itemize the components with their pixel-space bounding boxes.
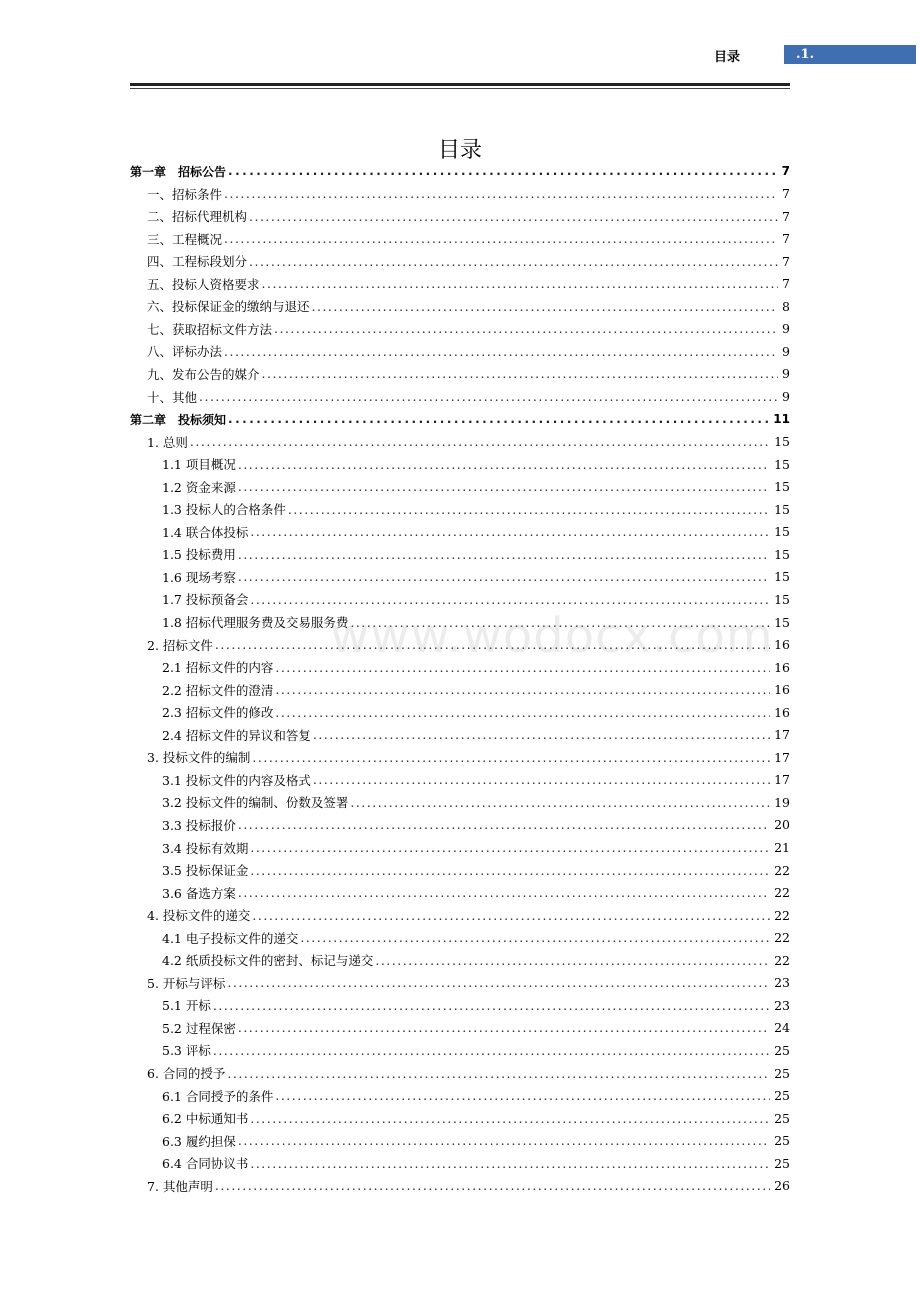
toc-entry[interactable] (162, 927, 790, 949)
toc-entry-label: 3.1 投标文件的内容及格式 (162, 772, 311, 788)
toc-entry[interactable] (147, 205, 790, 227)
toc-entry-label: 六、投标保证金的缴纳与退还 (147, 299, 310, 315)
toc-entry-label: 5.2 过程保密 (162, 1020, 236, 1036)
toc-entry-page: 15 (774, 524, 790, 540)
toc-entry-label: 1.5 投标费用 (162, 547, 236, 563)
toc-entry-label: 1.8 招标代理服务费及交易服务费 (162, 615, 349, 630)
toc-entry-page: 16 (774, 704, 790, 720)
toc-entry-page: 15 (774, 434, 790, 450)
toc-leader-dots (252, 750, 770, 765)
toc-entry-page: 20 (774, 817, 790, 833)
toc-leader-dots (313, 772, 770, 787)
toc-entry-label: 2.2 招标文件的澄清 (162, 682, 274, 698)
toc-entry-page: 25 (774, 1110, 790, 1126)
toc-leader-dots (213, 1043, 770, 1058)
toc-entry-label: 4.2 纸质投标文件的密封、标记与递交 (162, 953, 374, 969)
toc-entry-label: 3.6 备选方案 (162, 885, 236, 901)
toc-leader-dots (224, 344, 778, 359)
toc-entry[interactable] (162, 521, 790, 543)
watermark: www.wodocx.com (330, 608, 774, 664)
toc-entry-page: 9 (782, 321, 790, 337)
toc-entry-label: 五、投标人资格要求 (147, 276, 260, 292)
toc-leader-dots (190, 434, 770, 449)
toc-entry-label: 四、工程标段划分 (147, 254, 248, 270)
toc-leader-dots (312, 299, 779, 314)
toc-entry-page: 15 (774, 569, 790, 585)
header-rule-thick (130, 83, 790, 86)
toc-entry-label: 6.2 中标通知书 (162, 1111, 249, 1127)
toc-entry[interactable] (162, 566, 790, 588)
toc-entry-label: 6.4 合同协议书 (162, 1156, 249, 1172)
toc-entry-page: 21 (774, 840, 790, 855)
toc-entry-label: 2.4 招标文件的异议和答复 (162, 727, 311, 743)
toc-entry[interactable] (162, 1039, 790, 1061)
toc-entry-label: 5.1 开标 (162, 998, 211, 1014)
toc-entry-label: 4. 投标文件的递交 (147, 908, 251, 924)
toc-entry-page: 25 (774, 1065, 790, 1081)
toc-entry[interactable] (147, 183, 790, 205)
toc-entry-page: 23 (774, 975, 790, 991)
toc-entry-page: 22 (774, 907, 790, 923)
toc-entry-label: 5. 开标与评标 (147, 975, 226, 991)
toc-entry[interactable] (147, 340, 790, 362)
toc-entry-page: 17 (774, 749, 790, 765)
toc-entry-page: 16 (774, 637, 790, 653)
toc-entry[interactable] (162, 769, 790, 791)
toc-entry[interactable] (162, 1152, 790, 1174)
toc-entry-page: 7 (782, 253, 790, 269)
toc-entry-label: 1.1 项目概况 (162, 457, 236, 473)
toc-entry-page: 9 (782, 389, 790, 404)
toc-entry-page: 11 (773, 412, 790, 427)
toc-entry-label: 八、评标办法 (147, 344, 223, 360)
toc-entry-page: 25 (774, 1042, 790, 1058)
toc-entry-label: 十、其他 (147, 389, 198, 405)
toc-leader-dots (250, 1156, 770, 1171)
toc-entry-page: 7 (782, 186, 790, 202)
toc-entry[interactable] (162, 949, 790, 971)
toc-entry-label: 3. 投标文件的编制 (147, 750, 251, 766)
toc-leader-dots (252, 908, 770, 923)
toc-leader-dots (300, 930, 770, 945)
toc-entry[interactable] (162, 837, 790, 859)
toc-entry[interactable] (147, 228, 790, 250)
toc-entry-page: 7 (781, 164, 790, 178)
toc-entry[interactable] (162, 498, 790, 520)
toc-entry-label: 4.1 电子投标文件的递交 (162, 930, 299, 946)
toc-entry-page: 22 (774, 952, 790, 968)
toc-entry[interactable] (162, 791, 790, 813)
toc-entry[interactable] (147, 363, 790, 385)
toc-entry-label: 6.3 履约担保 (162, 1133, 236, 1149)
toc-leader-dots (250, 840, 770, 855)
toc-entry-page: 24 (774, 1020, 790, 1036)
toc-entry[interactable] (162, 814, 790, 836)
toc-leader-dots (227, 975, 770, 990)
toc-entry-label: 1.3 投标人的合格条件 (162, 502, 286, 518)
toc-entry-label: 1.4 联合体投标 (162, 524, 249, 540)
toc-entry-page: 25 (774, 1088, 790, 1104)
toc-entry-label: 6. 合同的授予 (147, 1066, 226, 1081)
toc-entry-label: 2.3 招标文件的修改 (162, 705, 274, 721)
toc-entry-page: 23 (774, 997, 790, 1013)
toc-entry-label: 1. 总则 (147, 434, 188, 450)
toc-entry-label: 第二章 投标须知 (130, 412, 227, 427)
toc-leader-dots (215, 1178, 770, 1193)
toc-leader-dots (227, 1066, 770, 1081)
toc-entry-label: 1.6 现场考察 (162, 569, 236, 585)
toc-leader-dots (249, 254, 778, 269)
toc-entry[interactable] (147, 250, 790, 272)
toc-leader-dots (228, 164, 778, 178)
toc-entry-page: 19 (774, 794, 790, 810)
toc-entry-label: 三、工程概况 (147, 231, 223, 247)
toc-entry-page: 7 (782, 276, 790, 292)
toc-leader-dots (262, 276, 779, 291)
toc-leader-dots (262, 366, 779, 381)
toc-entry-page: 26 (774, 1178, 790, 1194)
toc-entry[interactable] (162, 701, 790, 723)
toc-title: 目录 (437, 138, 482, 163)
toc-entry-page: 7 (782, 231, 790, 247)
toc-entry-label: 七、获取招标文件方法 (147, 321, 273, 337)
toc-leader-dots (238, 547, 770, 562)
toc-leader-dots (238, 885, 770, 900)
toc-leader-dots (250, 1111, 770, 1126)
toc-entry[interactable] (147, 746, 790, 768)
toc-entry-label: 一、招标条件 (147, 186, 223, 202)
toc-entry-page: 15 (774, 591, 790, 607)
toc-entry[interactable] (162, 1130, 790, 1152)
toc-entry-label: 5.3 评标 (162, 1043, 211, 1059)
toc-entry-page: 17 (774, 727, 790, 743)
toc-entry[interactable] (147, 318, 790, 340)
toc-entry-page: 9 (782, 366, 790, 382)
toc-leader-dots (274, 321, 778, 336)
toc-entry-page: 16 (774, 659, 790, 675)
toc-entry-page: 9 (782, 343, 790, 359)
toc-entry[interactable] (147, 431, 790, 453)
toc-leader-dots (238, 457, 770, 472)
toc-leader-dots (224, 186, 778, 201)
toc-entry-label: 二、招标代理机构 (147, 209, 248, 225)
toc-leader-dots (224, 231, 778, 246)
toc-entry-page: 8 (782, 298, 790, 314)
toc-entry[interactable] (162, 724, 790, 746)
toc-entry-label: 3.3 投标报价 (162, 817, 236, 833)
toc-leader-dots (238, 817, 770, 832)
toc-entry[interactable] (162, 859, 790, 881)
toc-entry[interactable] (162, 453, 790, 475)
toc-leader-dots (199, 389, 778, 404)
toc-entry[interactable] (130, 408, 790, 430)
toc-entry-page: 22 (774, 885, 790, 901)
toc-entry[interactable] (162, 1107, 790, 1129)
toc-entry-page: 15 (774, 456, 790, 472)
toc-entry-label: 7. 其他声明 (147, 1178, 213, 1194)
toc-entry-page: 22 (774, 930, 790, 946)
toc-leader-dots (250, 592, 770, 607)
toc-entry[interactable] (147, 273, 790, 295)
toc-entry[interactable] (162, 1085, 790, 1107)
toc-entry[interactable] (147, 295, 790, 317)
toc-leader-dots (238, 479, 770, 494)
page-number-badge: .1. (784, 45, 916, 64)
toc-entry-label: 6.1 合同授予的条件 (162, 1088, 274, 1104)
toc-leader-dots (228, 412, 769, 426)
page-header (0, 0, 920, 90)
toc-entry[interactable] (147, 972, 790, 994)
toc-leader-dots (375, 953, 770, 968)
toc-entry-label: 九、发布公告的媒介 (147, 366, 260, 382)
toc-entry-page: 15 (774, 614, 790, 630)
toc-entry[interactable] (162, 543, 790, 565)
toc-leader-dots (313, 727, 770, 742)
toc-leader-dots (288, 502, 770, 517)
toc-entry[interactable] (147, 904, 790, 926)
toc-entry-page: 17 (774, 772, 790, 788)
toc-leader-dots (275, 705, 770, 720)
toc-entry-label: 2. 招标文件 (147, 637, 213, 653)
toc-entry-page: 25 (774, 1155, 790, 1171)
toc-leader-dots (250, 863, 770, 878)
toc-entry[interactable] (147, 386, 790, 408)
toc-entry-label: 2.1 招标文件的内容 (162, 660, 274, 676)
toc-entry-label: 1.7 投标预备会 (162, 592, 249, 608)
toc-leader-dots (275, 1088, 770, 1103)
toc-entry-label: 1.2 资金来源 (162, 479, 236, 495)
toc-entry[interactable] (162, 1017, 790, 1039)
toc-leader-dots (350, 795, 770, 810)
toc-leader-dots (213, 998, 770, 1013)
toc-entry[interactable] (162, 994, 790, 1016)
toc-leader-dots (249, 209, 778, 224)
toc-entry-page: 25 (774, 1133, 790, 1149)
toc-entry-label: 第一章 招标公告 (130, 164, 227, 179)
toc-entry-page: 15 (774, 479, 790, 495)
toc-entry-label: 3.4 投标有效期 (162, 840, 249, 856)
toc-entry[interactable] (162, 882, 790, 904)
toc-entry-page: 7 (782, 208, 790, 224)
toc-leader-dots (238, 1133, 770, 1148)
toc-leader-dots (250, 524, 770, 539)
toc-entry-page: 15 (774, 501, 790, 517)
toc-entry[interactable] (162, 476, 790, 498)
toc-entry-label: 3.2 投标文件的编制、份数及签署 (162, 795, 349, 811)
toc-entry[interactable] (147, 1175, 790, 1197)
toc-entry[interactable] (130, 160, 790, 182)
header-title: 目录 (714, 50, 741, 65)
toc-leader-dots (275, 682, 770, 697)
toc-entry-label: 3.5 投标保证金 (162, 863, 249, 879)
toc-entry-page: 22 (774, 862, 790, 878)
toc-entry-page: 15 (774, 546, 790, 562)
toc-entry-page: 16 (774, 682, 790, 698)
toc-entry[interactable] (147, 1062, 790, 1084)
toc-leader-dots (238, 1020, 770, 1035)
toc-leader-dots (238, 569, 770, 584)
header-rule-thin (130, 88, 790, 89)
toc-entry[interactable] (162, 679, 790, 701)
